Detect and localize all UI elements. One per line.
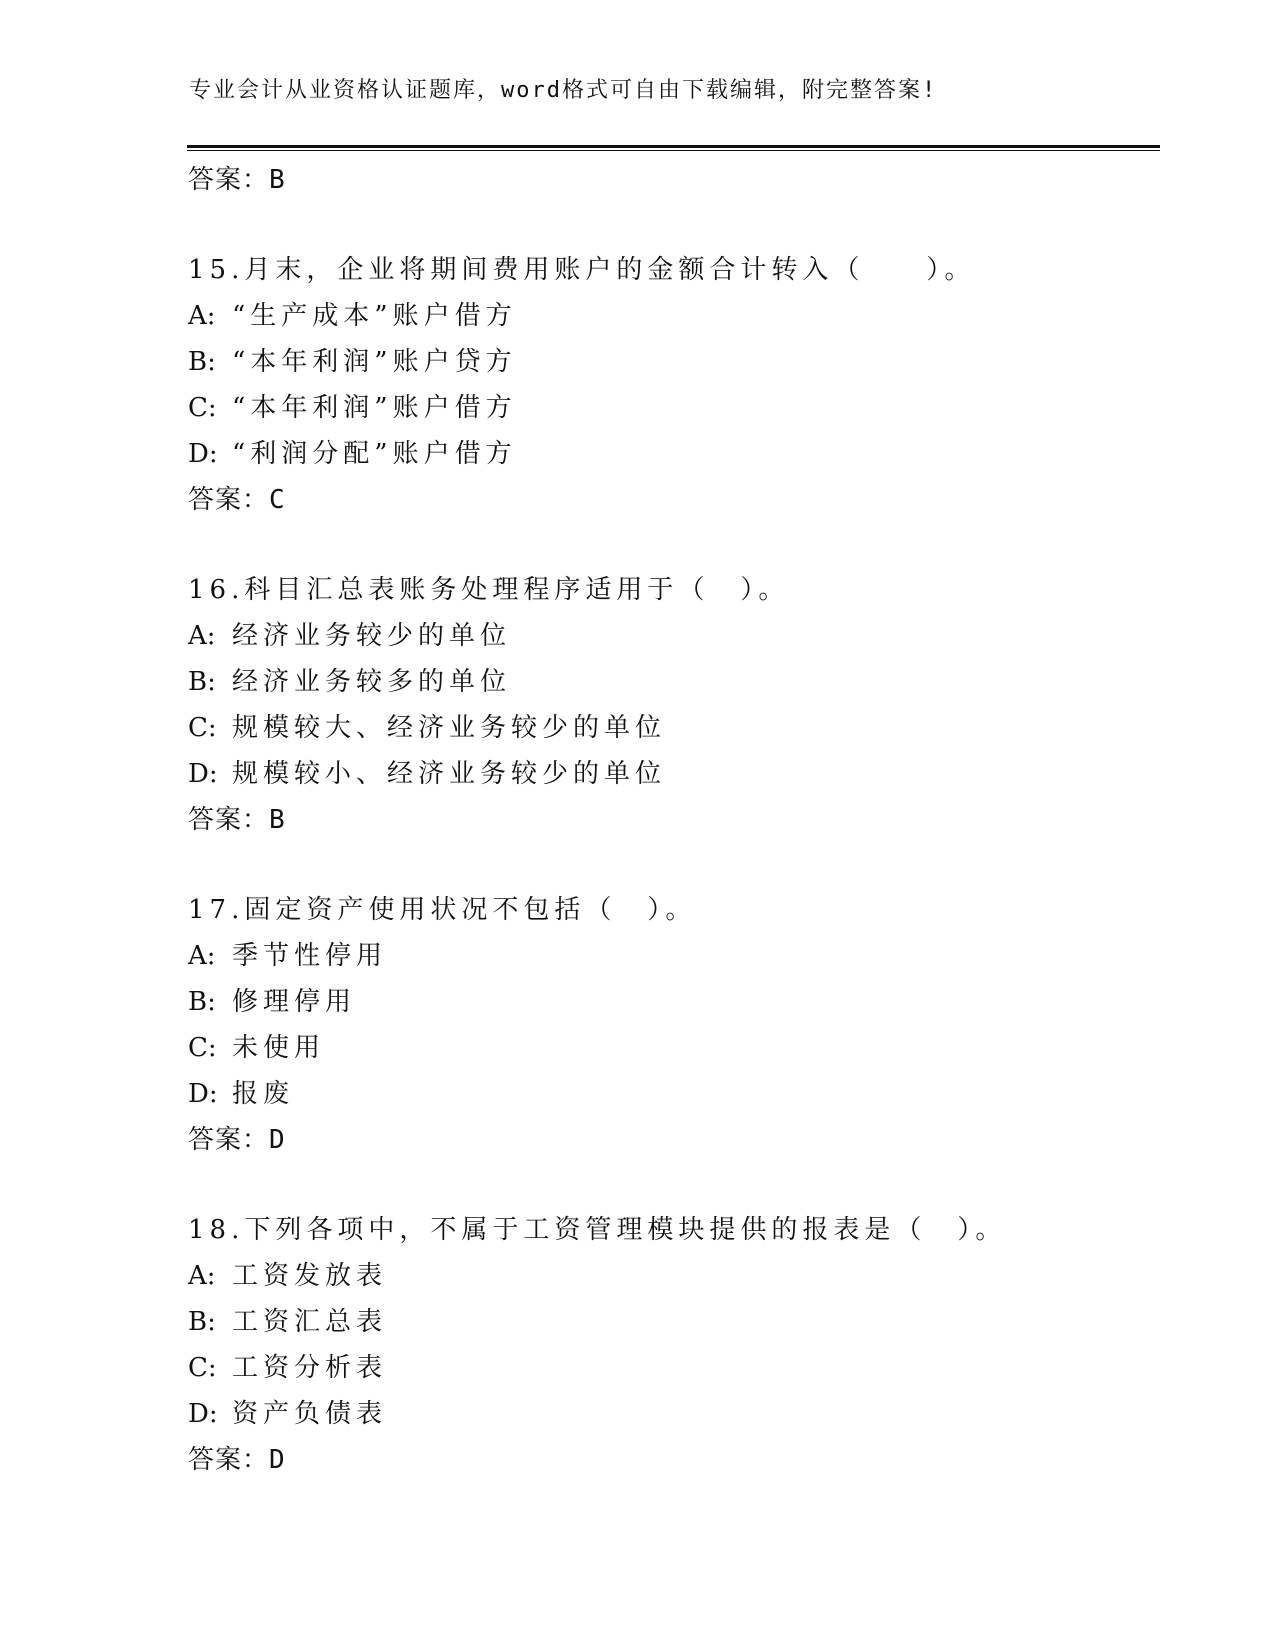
option-c (188, 705, 1158, 751)
option-d (188, 1071, 1158, 1117)
option-letter: B: (188, 987, 216, 1017)
answer-prefix: 答案： (188, 805, 270, 835)
option-d (188, 751, 1158, 797)
question-block (188, 247, 1158, 523)
option-text: “本年利润”账户贷方 (232, 347, 517, 377)
answer-line (188, 797, 1158, 843)
option-text: 规模较大、经济业务较少的单位 (232, 713, 667, 743)
page-header: 专业会计从业资格认证题库，word格式可自由下载编辑，附完整答案! (189, 78, 938, 103)
option-letter: C: (188, 713, 217, 743)
option-b (188, 1299, 1158, 1345)
question-stem: 17.固定资产使用状况不包括（ ）。 (188, 895, 697, 925)
option-letter: D: (188, 1079, 218, 1109)
option-letter: D: (188, 439, 218, 469)
option-c (188, 1025, 1158, 1071)
option-letter: B: (188, 347, 216, 377)
option-letter: D: (188, 1399, 218, 1429)
header-rule-thin (187, 150, 1160, 151)
question-stem: 16.科目汇总表账务处理程序适用于（ ）。 (188, 575, 790, 605)
option-text: 工资发放表 (232, 1261, 388, 1291)
option-text: “利润分配”账户借方 (232, 439, 517, 469)
option-a (188, 1253, 1158, 1299)
answer-value: C (269, 485, 286, 515)
option-b (188, 339, 1158, 385)
header-rule-thick (187, 145, 1160, 148)
option-letter: C: (188, 393, 217, 423)
answer-prefix: 答案： (188, 485, 270, 515)
option-text: 修理停用 (232, 987, 357, 1017)
option-d (188, 431, 1158, 477)
answer-prefix: 答案： (188, 165, 270, 195)
question-block (188, 1207, 1158, 1483)
answer-line (188, 1437, 1158, 1483)
question-stem: 18.下列各项中，不属于工资管理模块提供的报表是（ ）。 (188, 1215, 1007, 1245)
answer-line (188, 477, 1158, 523)
answer-line (188, 157, 1158, 203)
option-d (188, 1391, 1158, 1437)
option-letter: A: (188, 301, 216, 331)
option-text: 未使用 (232, 1033, 326, 1063)
option-text: 工资分析表 (232, 1353, 388, 1383)
option-letter: A: (188, 1261, 216, 1291)
answer-value: B (269, 805, 286, 835)
answer-value: D (269, 1445, 286, 1475)
option-letter: B: (188, 1307, 216, 1337)
answer-value: B (269, 165, 286, 195)
option-letter: C: (188, 1353, 217, 1383)
option-letter: C: (188, 1033, 217, 1063)
question-stem: 15.月末，企业将期间费用账户的金额合计转入（ ）。 (188, 255, 976, 285)
option-c (188, 1345, 1158, 1391)
option-text: 经济业务较少的单位 (232, 621, 512, 651)
option-text: “本年利润”账户借方 (232, 393, 517, 423)
question-list (188, 157, 1158, 1483)
option-text: “生产成本”账户借方 (232, 301, 517, 331)
option-text: 工资汇总表 (232, 1307, 388, 1337)
option-a (188, 933, 1158, 979)
option-text: 报废 (232, 1079, 295, 1109)
answer-prefix: 答案： (188, 1125, 270, 1155)
option-letter: A: (188, 621, 216, 651)
option-text: 规模较小、经济业务较少的单位 (232, 759, 667, 789)
answer-prefix: 答案： (188, 1445, 270, 1475)
answer-value: D (269, 1125, 286, 1155)
option-b (188, 979, 1158, 1025)
option-c (188, 385, 1158, 431)
option-a (188, 293, 1158, 339)
option-a (188, 613, 1158, 659)
option-b (188, 659, 1158, 705)
option-text: 资产负债表 (232, 1399, 388, 1429)
question-block (188, 887, 1158, 1163)
option-letter: A: (188, 941, 216, 971)
option-text: 经济业务较多的单位 (232, 667, 512, 697)
question-block (188, 567, 1158, 843)
answer-line (188, 1117, 1158, 1163)
option-text: 季节性停用 (232, 941, 388, 971)
option-letter: B: (188, 667, 216, 697)
option-letter: D: (188, 759, 218, 789)
